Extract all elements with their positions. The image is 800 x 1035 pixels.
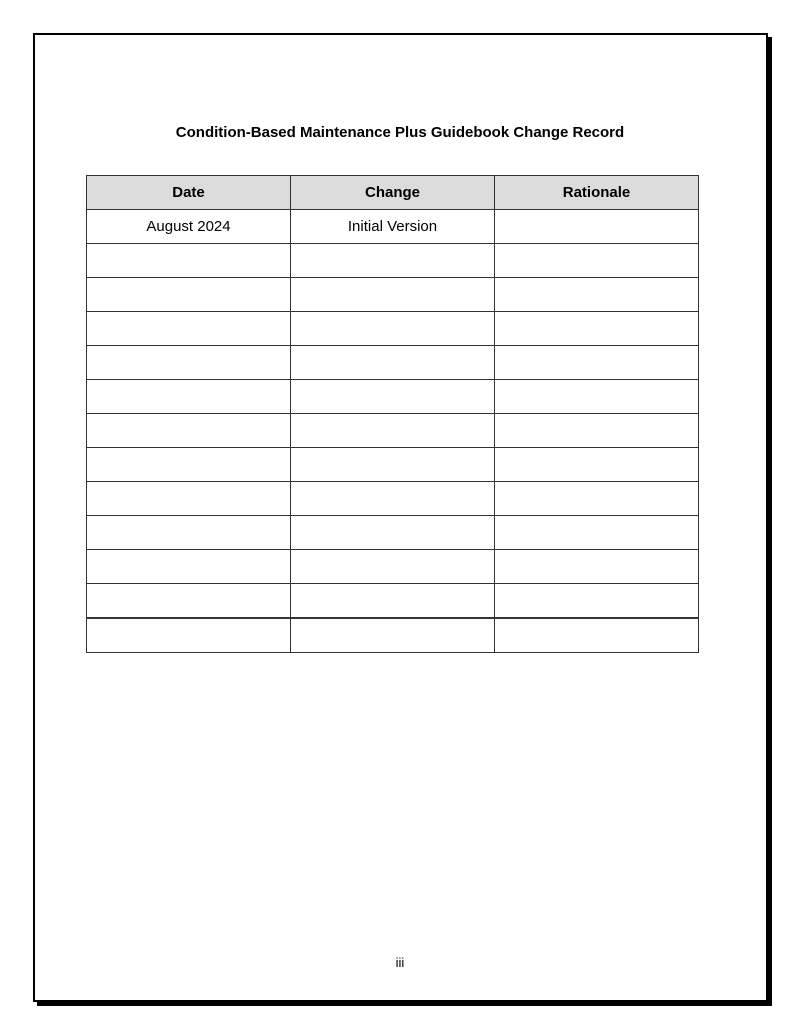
rationale-cell xyxy=(495,516,699,550)
rationale-cell xyxy=(495,312,699,346)
change-cell xyxy=(291,346,495,380)
table-row xyxy=(87,346,699,380)
column-header-change: Change xyxy=(291,176,495,210)
change-cell xyxy=(291,516,495,550)
date-cell xyxy=(87,414,291,448)
table-header-row xyxy=(87,176,699,210)
date-cell xyxy=(87,584,291,619)
table-row xyxy=(87,278,699,312)
table-row xyxy=(87,516,699,550)
change-cell: Initial Version xyxy=(291,210,495,244)
table-row xyxy=(87,550,699,584)
change-cell xyxy=(291,448,495,482)
table-row xyxy=(87,380,699,414)
date-cell: August 2024 xyxy=(87,210,291,244)
date-cell xyxy=(87,448,291,482)
change-cell xyxy=(291,278,495,312)
date-cell xyxy=(87,346,291,380)
change-cell xyxy=(291,312,495,346)
date-cell xyxy=(87,380,291,414)
rationale-cell xyxy=(495,482,699,516)
rationale-cell xyxy=(495,584,699,619)
change-cell xyxy=(291,618,495,653)
change-cell xyxy=(291,414,495,448)
page-number: iii xyxy=(395,955,405,970)
change-cell xyxy=(291,550,495,584)
date-cell xyxy=(87,278,291,312)
table-row xyxy=(87,414,699,448)
rationale-cell xyxy=(495,278,699,312)
change-cell xyxy=(291,584,495,619)
rationale-cell xyxy=(495,414,699,448)
table-row xyxy=(87,448,699,482)
column-header-date: Date xyxy=(87,176,291,210)
rationale-cell xyxy=(495,448,699,482)
date-cell xyxy=(87,312,291,346)
date-cell xyxy=(87,482,291,516)
change-cell xyxy=(291,380,495,414)
date-cell xyxy=(87,516,291,550)
change-cell xyxy=(291,244,495,278)
rationale-cell xyxy=(495,244,699,278)
column-header-rationale: Rationale xyxy=(495,176,699,210)
rationale-cell xyxy=(495,380,699,414)
change-cell xyxy=(291,482,495,516)
rationale-cell xyxy=(495,618,699,653)
table-row xyxy=(87,618,699,653)
table-row xyxy=(87,584,699,619)
rationale-cell xyxy=(495,346,699,380)
rationale-cell xyxy=(495,550,699,584)
rationale-cell xyxy=(495,210,699,244)
table-row xyxy=(87,210,699,244)
change-record-table xyxy=(86,175,699,653)
table-row xyxy=(87,244,699,278)
table-row xyxy=(87,482,699,516)
document-title: Condition-Based Maintenance Plus Guidebook Change Record xyxy=(175,124,625,141)
table-row xyxy=(87,312,699,346)
date-cell xyxy=(87,618,291,653)
date-cell xyxy=(87,244,291,278)
date-cell xyxy=(87,550,291,584)
